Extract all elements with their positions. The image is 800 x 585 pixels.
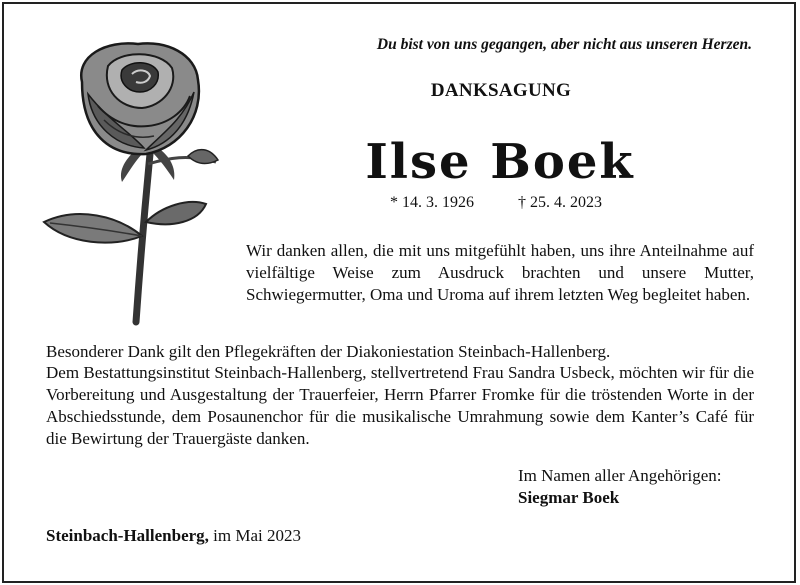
- death-date: † 25. 4. 2023: [518, 194, 602, 211]
- nursing-thanks-paragraph: Besonderer Dank gilt den Pflegekräften der Diakoniestation Steinbach-Hallenberg.: [46, 342, 611, 361]
- deceased-name: Ilse Boek: [365, 134, 635, 190]
- date-text: im Mai 2023: [213, 526, 302, 545]
- thanks-paragraph: Wir danken allen, die mit uns mitgefühlt haben, uns ihre Anteilnahme auf vielfältige Weise zum Ausdruck brachten und unsere Mutter, Schwiegermutter, Oma und Uroma auf ihrem letzten Weg begleitet haben.: [246, 241, 754, 304]
- funeral-thanks-paragraph: Dem Bestattungsinstitut Steinbach-Hallenberg, stellvertretend Frau Sandra Usbeck, möchten wir für die Vorbereitung und Ausgestaltung der Trauerfeier, Herrn Pfarrer Fromke für die tröstenden Worte in der Abschiedsstunde, dem Posaunenchor für die musikalische Umrahmung sowie dem Kanter’s Café für die Bewirtung der Trauergäste danken.: [46, 363, 754, 448]
- place-date-line: [46, 526, 301, 546]
- signer-name: Siegmar Boek: [518, 488, 620, 507]
- heading-danksagung: DANKSAGUNG: [430, 80, 572, 101]
- rose-icon: [38, 36, 238, 326]
- birth-date: * 14. 3. 1926: [390, 194, 474, 211]
- place-name: Steinbach-Hallenberg,: [46, 526, 209, 545]
- motto-line: Du bist von uns gegangen, aber nicht aus unseren Herzen.: [376, 36, 752, 53]
- signoff-line: Im Namen aller Angehörigen:: [518, 466, 722, 485]
